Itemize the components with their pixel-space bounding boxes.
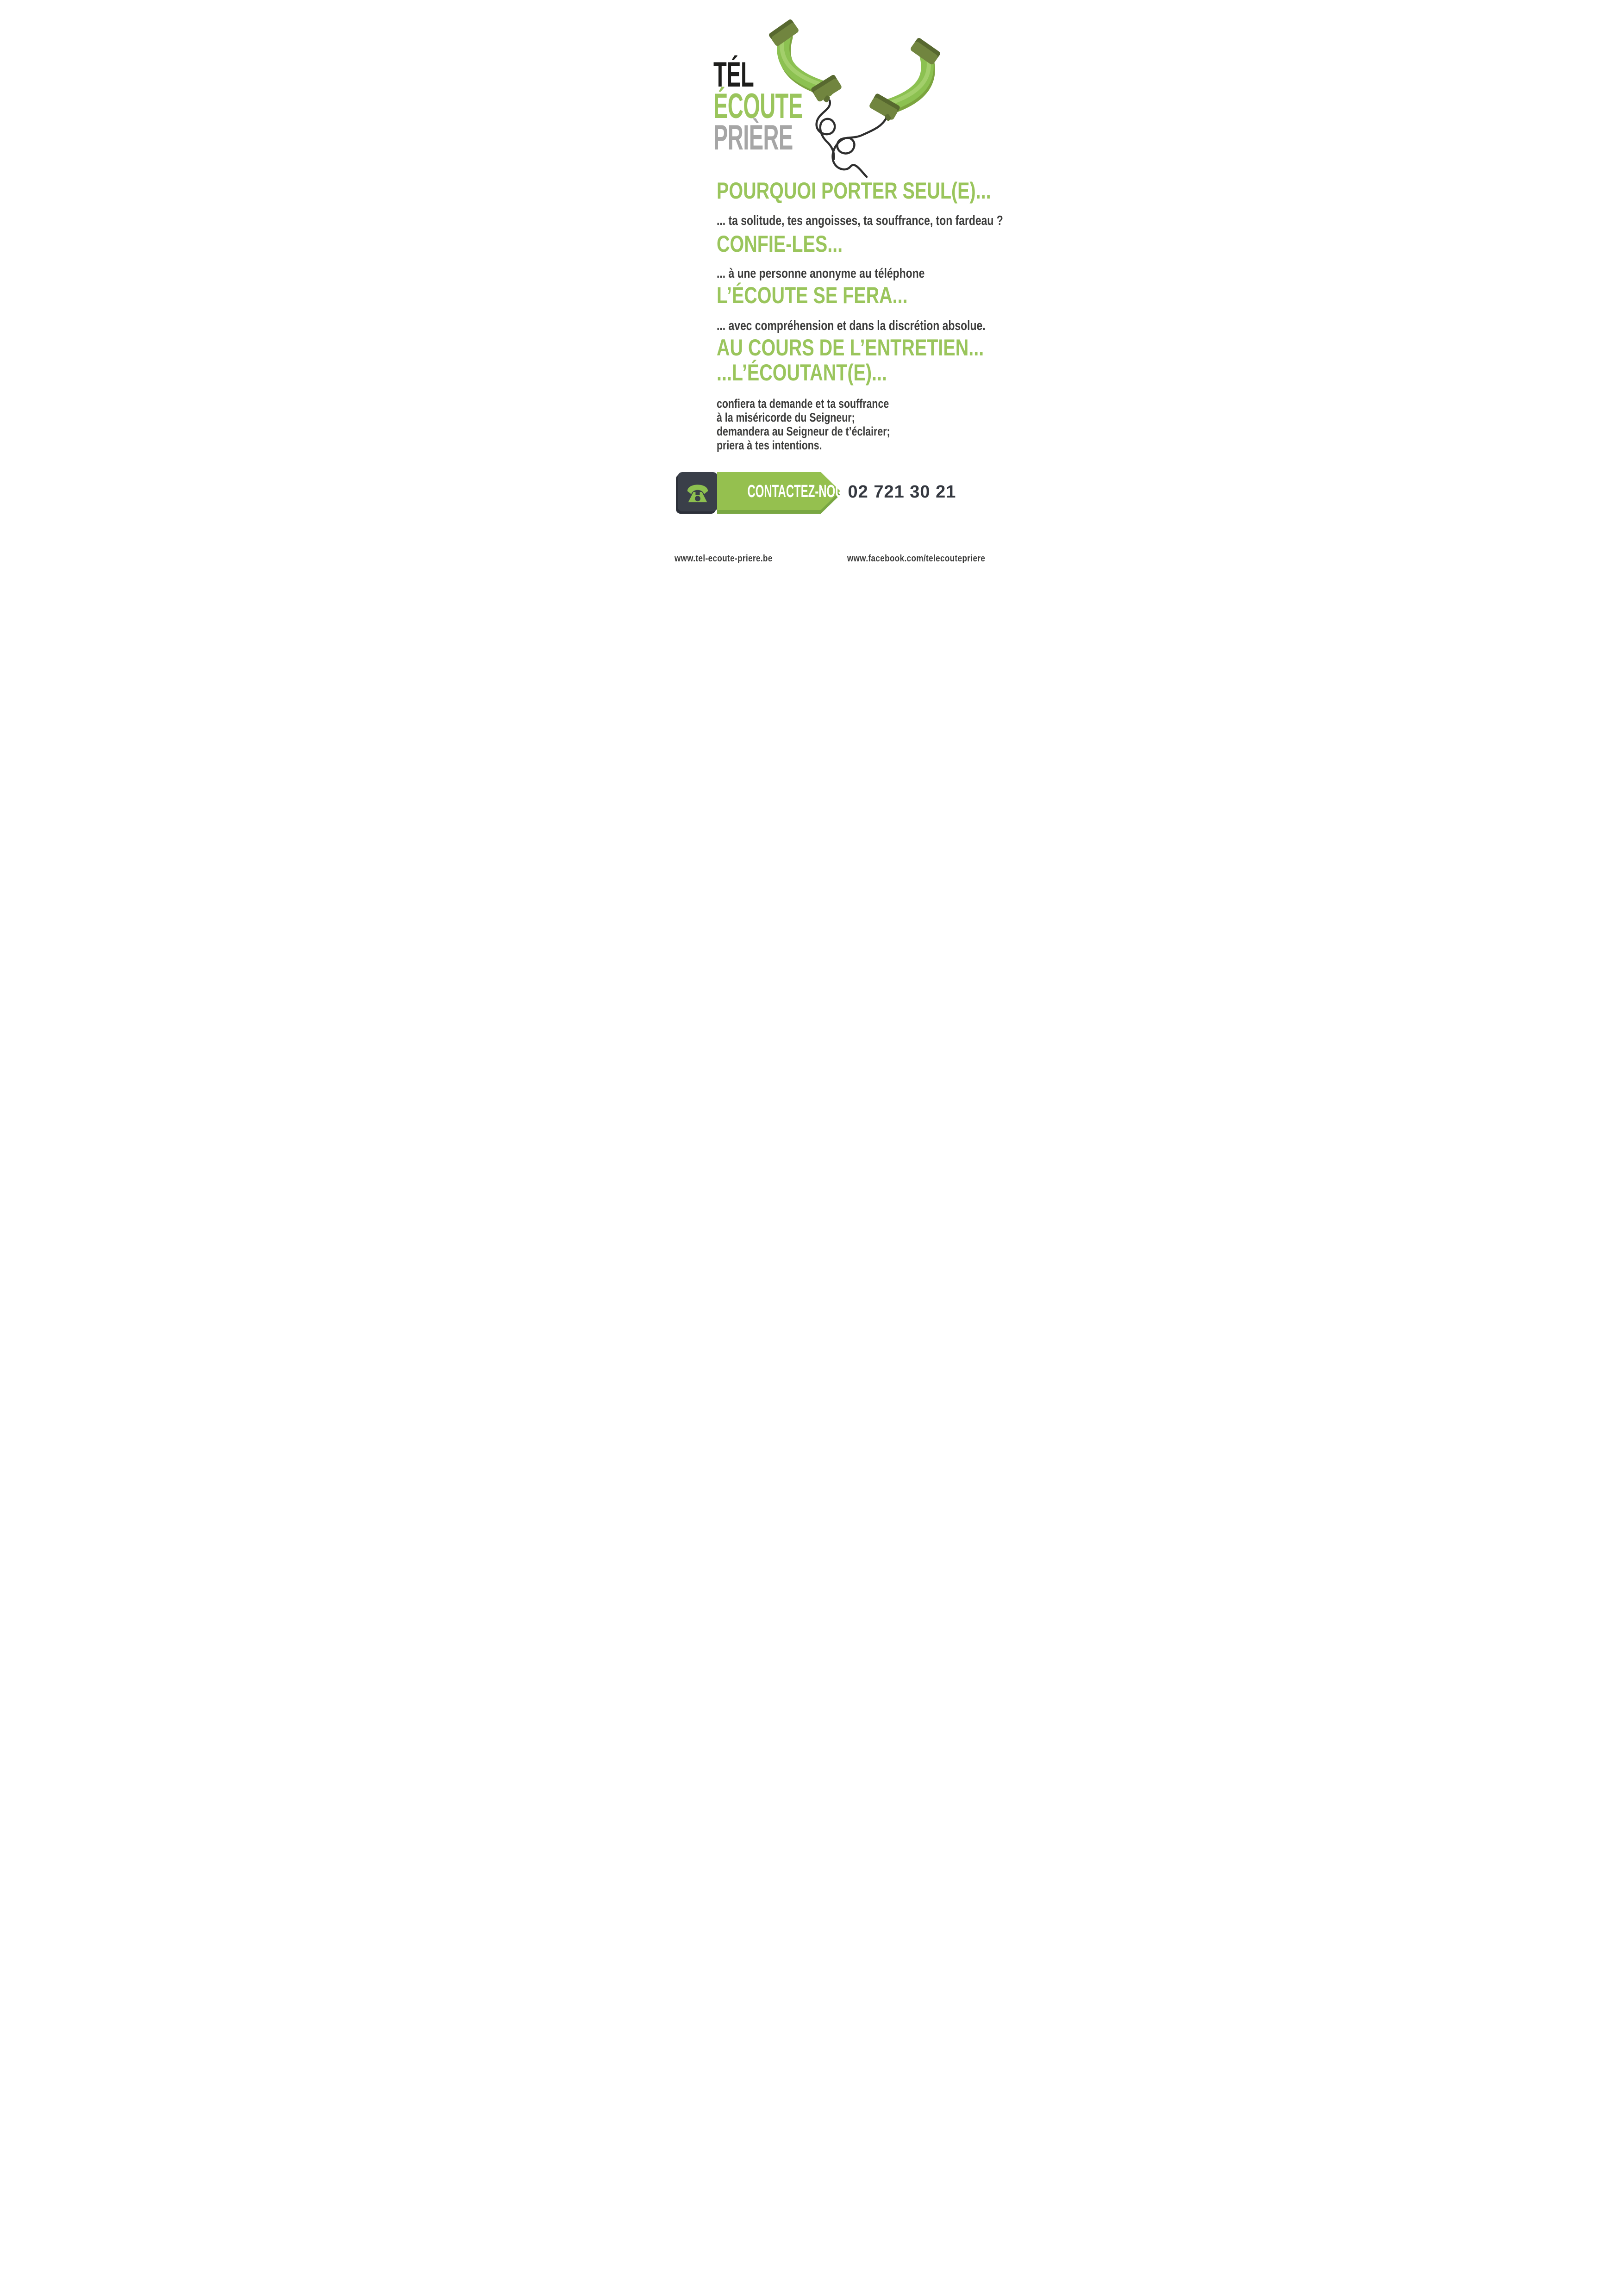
heading-confie-les: CONFIE-LES... bbox=[716, 231, 843, 257]
rotary-phone-icon bbox=[685, 481, 711, 503]
website-url: www.tel-ecoute-priere.be bbox=[674, 554, 773, 564]
heading-ecoutant: ...L’ÉCOUTANT(E)... bbox=[716, 360, 887, 386]
closing-line: confiera ta demande et ta souffrance bbox=[716, 397, 889, 411]
body-personne-anonyme: ... à une personne anonyme au téléphone bbox=[716, 266, 924, 281]
body-comprehension: ... avec compréhension et dans la discrétion absolue. bbox=[716, 318, 986, 333]
phone-icon-box bbox=[678, 472, 718, 511]
left-cord bbox=[816, 100, 835, 159]
closing-line: demandera au Seigneur de t’éclairer; bbox=[716, 424, 890, 438]
body-solitude: ... ta solitude, tes angoisses, ta souffrance, ton fardeau ? bbox=[716, 213, 1003, 228]
heading-au-cours-entretien: AU COURS DE L’ENTRETIEN... bbox=[716, 335, 984, 361]
phone-number: 02 721 30 21 bbox=[848, 482, 956, 502]
facebook-url: www.facebook.com/telecoutepriere bbox=[847, 554, 985, 564]
logo-priere-text: PRIÈRE bbox=[713, 118, 793, 157]
right-cord bbox=[832, 117, 887, 177]
closing-line: priera à tes intentions. bbox=[716, 438, 822, 452]
left-handset bbox=[768, 19, 843, 103]
closing-paragraph bbox=[717, 397, 936, 452]
logo-ecoute-text: ÉCOUTE bbox=[713, 87, 803, 126]
heading-ecoute-se-fera: L’ÉCOUTE SE FERA... bbox=[716, 282, 908, 308]
heading-pourquoi: POURQUOI PORTER SEUL(E)... bbox=[716, 178, 991, 204]
right-handset bbox=[868, 37, 941, 121]
logo-tel-text: TÉL bbox=[713, 55, 754, 94]
contact-button-label: CONTACTEZ-NOUS bbox=[747, 482, 850, 501]
phone-handsets-illustration-icon bbox=[762, 10, 947, 195]
flyer-poster bbox=[609, 0, 1015, 574]
closing-line: à la miséricorde du Seigneur; bbox=[716, 411, 855, 424]
